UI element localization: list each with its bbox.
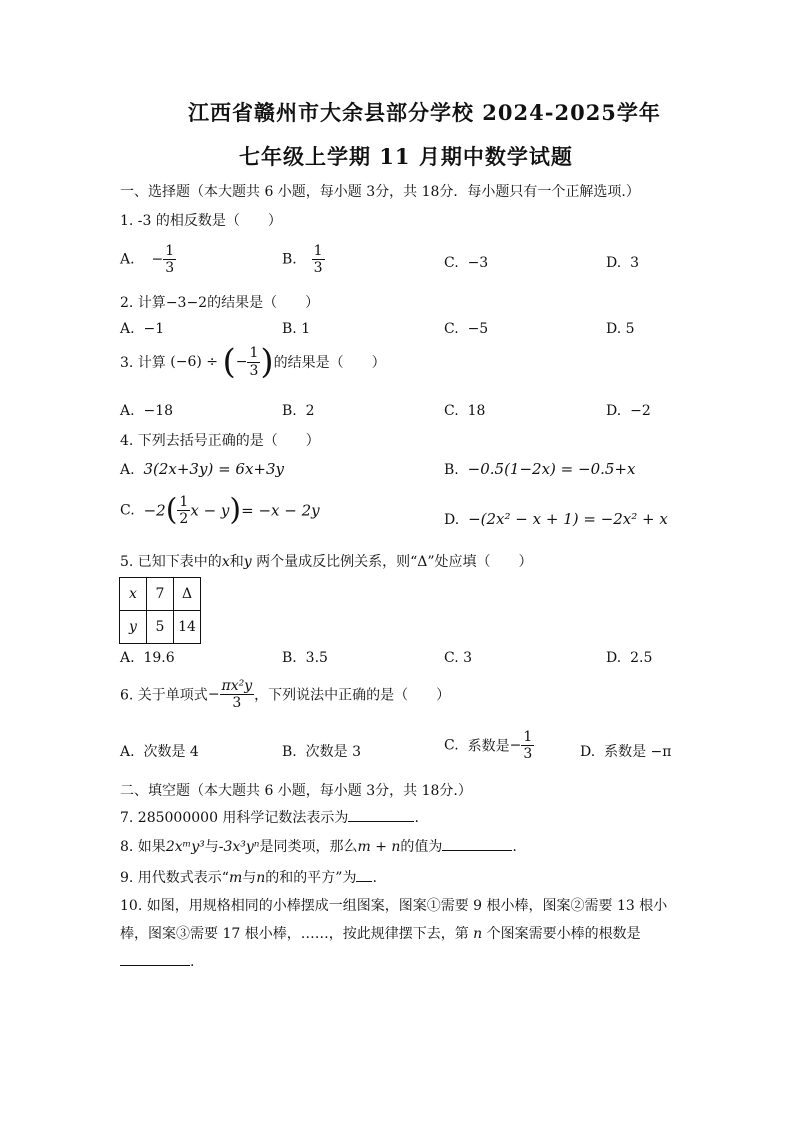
option-text: 系数是 −π <box>604 744 672 760</box>
option-label: D. <box>580 744 596 760</box>
table-cell: 14 <box>174 611 201 644</box>
option-label: C. <box>444 650 459 666</box>
fraction <box>163 243 176 276</box>
term-2: -3x³yⁿ <box>218 839 260 855</box>
stem-prefix: 3. 计算 <box>120 355 166 371</box>
table-cell: x <box>120 578 147 611</box>
question-1-stem: 1. -3 的相反数是（ ） <box>120 213 282 229</box>
stem-suffix: ，下列说法中正确的是（ ） <box>254 687 451 704</box>
stem-conjunction: 与 <box>242 870 257 886</box>
variable-n: n <box>473 926 483 942</box>
math-expression: −3−2 <box>165 295 208 311</box>
stem-text: 棒，图案③需要 17 根小棒，……，按此规律摆下去，第 <box>120 926 469 942</box>
left-paren: ( <box>222 342 236 382</box>
sign: − <box>151 251 164 268</box>
q4-option-b[interactable] <box>444 460 635 478</box>
option-label: C. <box>444 255 459 271</box>
q4-option-d[interactable] <box>444 510 668 528</box>
option-text: 系数是 <box>467 738 510 755</box>
section-1-heading: 一、选择题（本大题共 6 小题，每小题 3分，共 18分．每小题只有一个正解选项.） <box>120 184 640 200</box>
option-label: D. <box>606 403 622 419</box>
monomial-fraction <box>220 678 255 711</box>
q3-option-c[interactable] <box>444 403 485 419</box>
option-label: D. <box>606 650 622 666</box>
inner-expression: x − y <box>190 501 230 520</box>
q5-option-d[interactable] <box>606 650 652 666</box>
variable-m: m <box>228 870 243 886</box>
stem-suffix: 个图案需要小棒的根数是 <box>486 926 641 942</box>
ratio-table <box>119 577 201 644</box>
option-label: A. <box>120 650 135 666</box>
numerator: 1 <box>179 494 189 510</box>
option-text: 次数是 3 <box>305 744 362 760</box>
table-row <box>120 578 201 611</box>
q5-option-c[interactable] <box>444 650 472 666</box>
right-paren: ) <box>229 492 242 528</box>
question-4-stem: 4. 下列去括号正确的是（ ） <box>120 433 320 449</box>
option-label: B. <box>444 462 459 478</box>
q3-option-a[interactable] <box>120 403 173 419</box>
stem-end: . <box>190 954 195 970</box>
question-10-line-1: 10. 如图，用规格相同的小棒摆成一组图案，图案①需要 9 根小棒，图案②需要 13 根小 <box>120 898 668 914</box>
option-label: C. <box>120 502 135 519</box>
stem-suffix: 的结果是（ ） <box>207 295 320 311</box>
stem-conjunction: 和 <box>229 554 244 570</box>
option-label: A. <box>120 251 135 268</box>
option-label: B. <box>282 744 297 760</box>
option-text: −3 <box>467 255 489 271</box>
fraction <box>312 243 325 276</box>
q3-option-b[interactable] <box>282 403 315 419</box>
math-expression: (−6) ÷ <box>170 354 219 370</box>
variable-x: x <box>221 554 230 570</box>
q5-option-b[interactable] <box>282 650 328 666</box>
denominator: 3 <box>232 695 242 712</box>
stem-conjunction: 与 <box>204 839 219 855</box>
stem-suffix: 两个量成反比例关系，则“Δ”处应填（ ） <box>256 554 533 570</box>
q6-option-a[interactable] <box>120 741 199 761</box>
option-label: D. <box>444 512 460 528</box>
option-text: 3.5 <box>305 650 328 666</box>
title-line-2: 七年级上学期 11 月期中数学试题 <box>239 144 573 169</box>
option-text: 3(2x+3y) = 6x+3y <box>143 460 284 478</box>
table-cell: 7 <box>147 578 174 611</box>
option-label: B. <box>282 403 297 419</box>
q1-option-b[interactable] <box>282 243 325 276</box>
q6-option-c[interactable] <box>444 729 534 762</box>
table-cell: 5 <box>147 611 174 644</box>
q1-option-a[interactable] <box>120 243 176 276</box>
denominator: 3 <box>249 362 259 379</box>
q1-option-c[interactable] <box>444 255 488 271</box>
denominator: 3 <box>165 260 175 277</box>
numerator: 1 <box>523 729 533 745</box>
question-10-line-2 <box>120 923 641 943</box>
stem-text: 7. 285000000 用科学记数法表示为 <box>120 810 349 826</box>
option-label: A. <box>120 321 135 337</box>
q2-option-a[interactable] <box>120 321 164 337</box>
section-2-heading: 二、填空题（本大题共 6 小题，每小题 3分，共 18分.） <box>120 783 472 799</box>
q2-option-b[interactable] <box>282 321 310 337</box>
option-text: −5 <box>467 321 489 337</box>
option-label: B. <box>282 321 297 337</box>
question-3-stem <box>120 342 386 382</box>
question-2-stem <box>120 292 319 312</box>
denominator: 3 <box>523 746 533 763</box>
option-label: C. <box>444 403 459 419</box>
stem-prefix: 2. 计算 <box>120 295 166 311</box>
option-label: C. <box>444 321 459 337</box>
question-6-stem <box>120 678 450 711</box>
table-row <box>120 611 201 644</box>
question-8-stem <box>120 836 517 856</box>
fraction <box>177 494 190 527</box>
stem-end: . <box>512 839 517 855</box>
option-label: A. <box>120 462 135 478</box>
answer-blank[interactable] <box>348 807 414 822</box>
question-5-stem <box>120 551 533 571</box>
prefix: −2 <box>143 501 166 520</box>
option-text: −1 <box>143 321 165 337</box>
q5-option-a[interactable] <box>120 650 175 666</box>
numerator: 1 <box>313 243 323 259</box>
option-text: 2.5 <box>630 650 653 666</box>
fraction <box>247 345 260 378</box>
option-label: B. <box>282 650 297 666</box>
question-9-stem <box>120 867 377 887</box>
question-7-stem <box>120 807 419 827</box>
option-text: −2 <box>630 403 651 419</box>
fraction <box>521 729 534 762</box>
answer-blank[interactable] <box>356 867 372 882</box>
numerator: 1 <box>249 345 259 362</box>
table-cell: y <box>120 611 147 644</box>
option-label: D. <box>606 255 622 271</box>
option-label: A. <box>120 403 135 419</box>
sign: − <box>509 737 522 754</box>
option-text: 1 <box>301 321 311 337</box>
question-10-answer-line <box>120 951 194 970</box>
option-label: B. <box>282 251 297 268</box>
option-text: 18 <box>467 403 486 419</box>
term-1: 2xᵐy³ <box>165 839 205 855</box>
stem-end: . <box>372 870 377 886</box>
left-paren: ( <box>165 492 178 528</box>
stem-prefix: 6. 关于单项式 <box>120 687 208 704</box>
option-label: C. <box>444 737 459 754</box>
q6-option-b[interactable] <box>282 741 361 761</box>
q4-option-a[interactable] <box>120 460 284 478</box>
right-paren: ) <box>260 342 274 382</box>
option-text: 次数是 4 <box>143 744 199 760</box>
option-text: −18 <box>143 403 174 419</box>
stem-suffix: 的和的平方”为 <box>265 870 357 886</box>
answer-blank[interactable] <box>120 951 190 966</box>
title-line-1: 江西省赣州市大余县部分学校 2024-2025学年 <box>188 100 661 125</box>
q2-option-c[interactable] <box>444 321 488 337</box>
stem-middle: 是同类项，那么 <box>259 839 358 855</box>
option-text: 19.6 <box>143 650 175 666</box>
answer-blank[interactable] <box>442 836 512 851</box>
math-expression: m + n <box>357 839 401 855</box>
variable-n: n <box>256 870 266 886</box>
option-text: −0.5(1−2x) = −0.5+x <box>467 460 636 478</box>
numerator: πx²y <box>221 678 253 694</box>
option-text: −(2x² − x + 1) = −2x² + x <box>468 510 668 528</box>
sign: − <box>207 686 220 703</box>
sign: − <box>235 354 248 370</box>
q3-option-d[interactable] <box>606 403 651 419</box>
q6-option-d[interactable] <box>580 741 671 761</box>
stem-prefix: 8. 如果 <box>120 839 166 855</box>
option-label: D. <box>606 321 622 337</box>
option-text: 2 <box>305 403 315 419</box>
table-cell: Δ <box>174 578 201 611</box>
option-text: 3 <box>463 650 473 666</box>
denominator: 3 <box>313 260 323 277</box>
result: = −x − 2y <box>241 501 320 520</box>
option-text: 5 <box>625 321 635 337</box>
option-text: 3 <box>630 255 640 271</box>
numerator: 1 <box>165 243 175 259</box>
q1-option-d[interactable] <box>606 255 639 271</box>
stem-suffix: 的结果是（ ） <box>273 355 386 371</box>
q4-option-c[interactable] <box>120 494 320 527</box>
stem-suffix: 的值为 <box>400 839 443 855</box>
stem-prefix: 9. 用代数式表示“ <box>120 870 229 886</box>
stem-end: . <box>414 810 419 826</box>
option-label: A. <box>120 744 135 760</box>
stem-prefix: 5. 已知下表中的 <box>120 554 222 570</box>
variable-y: y <box>243 554 252 570</box>
denominator: 2 <box>179 511 189 528</box>
q2-option-d[interactable] <box>606 321 635 337</box>
